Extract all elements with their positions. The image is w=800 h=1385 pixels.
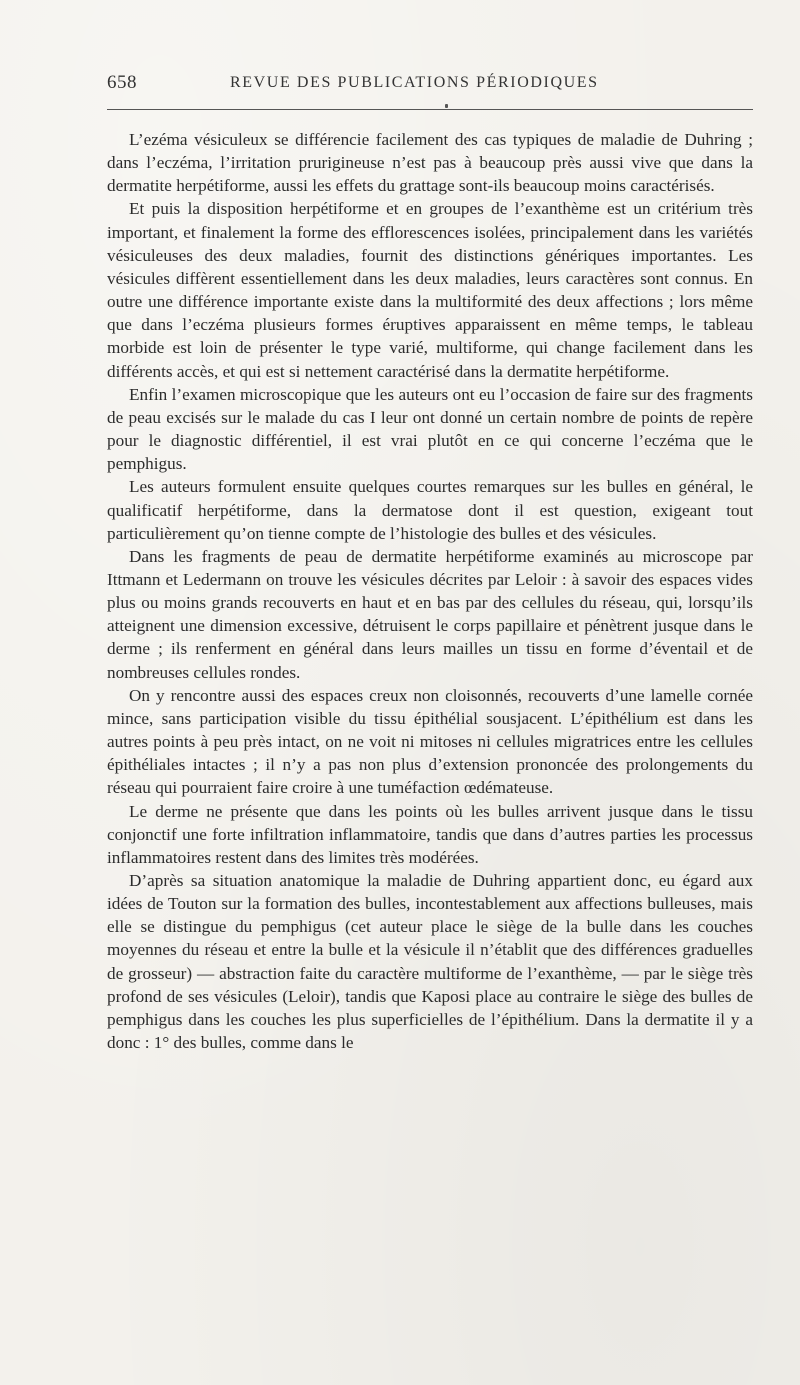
rule-mark [445, 104, 448, 108]
header-rule [107, 109, 753, 110]
paragraph: Enfin l’examen microscopique que les auteurs ont eu l’occasion de faire sur des fragments de peau excisés sur le malade du cas I leur ont donné un certain nombre de points de repère pour le diagnostic différentiel, il est vrai plutôt en ce qui concerne l’eczéma que le pemphigus. [107, 384, 753, 474]
paragraph: L’ezéma vésiculeux se différencie facilement des cas typiques de maladie de Duhring ; dans l’eczéma, l’irritation prurigineuse n’est pas à beaucoup près aussi vive que dans la dermatite herpétiforme, aussi les effets du grattage sont-ils beaucoup moins caractérisés. [107, 130, 753, 196]
paragraph: Et puis la disposition herpétiforme et en groupes de l’exanthème est un critérium très important, et finalement la forme des efflorescences isolées, principalement dans les variétés vésiculeuses des deux maladies, fournit des distinctions génériques importantes. Les vésicules diffèrent essentiellement dans les deux maladies, leurs caractères sont connus. En outre une différence importante existe dans la multiformité des deux affections ; lors même que dans l’eczéma plusieurs formes éruptives apparaissent en même temps, le tableau morbide est loin de présenter le type varié, multiforme, qui change facilement dans les différents accès, et qui est si nettement caractérisé dans la dermatite herpétiforme. [107, 199, 753, 381]
running-head: REVUE DES PUBLICATIONS PÉRIODIQUES [230, 74, 599, 91]
paragraph: On y rencontre aussi des espaces creux non cloisonnés, recouverts d’une lamelle cornée mince, sans participation visible du tissu épithélial sousjacent. L’épithélium est dans les autres points à peu près intact, on ne voit ni mitoses ni cellules migratrices entre les cellules épithéliales intactes ; il n’y a pas non plus d’extension prononcée des prolongements du réseau qui pourraient faire croire à une tuméfaction œdémateuse. [107, 685, 753, 798]
paragraph: Les auteurs formulent ensuite quelques courtes remarques sur les bulles en général, le qualificatif herpétiforme, dans la dermatose dont il est question, exigeant tout particulièrement qu’on tienne compte de l’histologie des bulles et des vésicules. [107, 477, 753, 543]
page-header [107, 72, 753, 98]
paragraph: D’après sa situation anatomique la maladie de Duhring appartient donc, eu égard aux idées de Touton sur la formation des bulles, incontestablement aux affections bulleuses, mais elle se distingue du pemphigus (cet auteur place le siège de la bulle dans les couches moyennes du réseau et entre la bulle et la vésicule il n’établit que des différences graduelles de grosseur) — abstraction faite du caractère multiforme de l’exanthème, — par le siège très profond de ses vésicules (Leloir), tandis que Kaposi place au contraire le siège des bulles de pemphigus dans les couches les plus superficielles de l’épithélium. Dans la dermatite il y a donc : 1° des bulles, comme dans le [107, 871, 753, 1053]
paragraph: Dans les fragments de peau de dermatite herpétiforme examinés au microscope par Ittmann et Ledermann on trouve les vésicules décrites par Leloir : à savoir des espaces vides plus ou moins grands recouverts en haut et en bas par des cellules du réseau, qui, lorsqu’ils atteignent une dimension excessive, détruisent le corps papillaire et pénètrent jusque dans le derme ; ils renferment en général dans leurs mailles un tissu en forme d’éventail et de nombreuses cellules rondes. [107, 546, 753, 682]
body-text [107, 128, 753, 1054]
page-number: 658 [107, 72, 137, 93]
paragraph: Le derme ne présente que dans les points où les bulles arrivent jusque dans le tissu conjonctif une forte infiltration inflammatoire, tandis que dans d’autres parties les processus inflammatoires restent dans des limites très modérées. [107, 801, 753, 867]
